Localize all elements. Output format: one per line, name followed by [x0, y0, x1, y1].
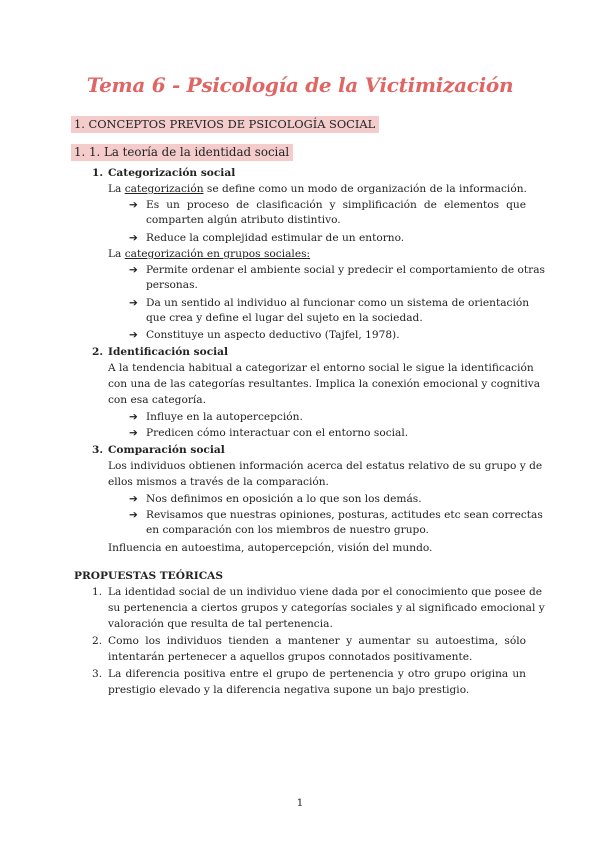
- paragraph: con esa categoría.: [108, 394, 206, 406]
- list-number: 3.: [92, 668, 103, 680]
- bullet-text: en comparación con los miembros de nuestro grupo.: [146, 524, 429, 536]
- paragraph: valoración que resulta de tal pertenencia.: [108, 618, 333, 630]
- arrow-bullet-icon: ➔: [129, 199, 138, 211]
- item-title: Categorización social: [108, 167, 236, 179]
- arrow-bullet-icon: ➔: [129, 232, 138, 244]
- bullet-text: Reduce la complejidad estimular de un entorno.: [146, 232, 405, 244]
- list-number: 1.: [92, 586, 103, 598]
- section-heading-1-1: 1. 1. La teoría de la identidad social: [71, 144, 293, 161]
- subheading-propuestas: PROPUESTAS TEÓRICAS: [74, 570, 224, 582]
- paragraph: La categorización se define como un modo de organización de la información.: [108, 183, 527, 195]
- list-number: 1.: [92, 167, 104, 179]
- paragraph: A la tendencia habitual a categorizar el entorno social le sigue la identificación: [108, 362, 534, 374]
- paragraph: Los individuos obtienen información acerca del estatus relativo de su grupo y de: [108, 460, 543, 472]
- paragraph: La identidad social de un individuo viene dada por el conocimiento que posee de: [108, 586, 543, 598]
- bullet-text: Permite ordenar el ambiente social y predecir el comportamiento de otras: [146, 264, 545, 276]
- item-title: Comparación social: [108, 444, 225, 456]
- paragraph: su pertenencia a ciertos grupos y categorías sociales y al significado emocional y: [108, 602, 545, 614]
- paragraph: Como los individuos tienden a mantener y aumentar su autoestima, sólo: [108, 635, 526, 647]
- paragraph: con una de las categorías resultantes. Implica la conexión emocional y cognitiva: [108, 378, 541, 390]
- arrow-bullet-icon: ➔: [129, 329, 138, 341]
- page-number: 1: [296, 797, 304, 809]
- bullet-text: Predicen cómo interactuar con el entorno social.: [146, 427, 409, 439]
- bullet-text: Es un proceso de clasificación y simplificación de elementos que: [146, 199, 526, 211]
- arrow-bullet-icon: ➔: [129, 493, 138, 505]
- paragraph: intentarán pertenecer a aquellos grupos connotados positivamente.: [108, 651, 473, 663]
- bullet-text: Nos definimos en oposición a lo que son los demás.: [146, 493, 422, 505]
- bullet-text: Da un sentido al individuo al funcionar como un sistema de orientación: [146, 297, 530, 309]
- document-title: Tema 6 - Psicología de la Victimización: [86, 73, 514, 97]
- list-number: 2.: [92, 346, 104, 358]
- paragraph: La categorización en grupos sociales:: [108, 248, 311, 260]
- bullet-text: personas.: [146, 279, 198, 291]
- arrow-bullet-icon: ➔: [129, 427, 138, 439]
- list-number: 2.: [92, 635, 103, 647]
- item-title: Identificación social: [108, 346, 229, 358]
- paragraph: ellos mismos a través de la comparación.: [108, 476, 329, 488]
- paragraph: La diferencia positiva entre el grupo de pertenencia y otro grupo origina un: [108, 668, 526, 680]
- bullet-text: Influye en la autopercepción.: [146, 411, 303, 423]
- arrow-bullet-icon: ➔: [129, 509, 138, 521]
- bullet-text: comparten algún atributo distintivo.: [146, 214, 341, 226]
- arrow-bullet-icon: ➔: [129, 411, 138, 423]
- bullet-text: Constituye un aspecto deductivo (Tajfel, 1978).: [146, 329, 400, 341]
- bullet-text: Revisamos que nuestras opiniones, posturas, actitudes etc sean correctas: [146, 509, 543, 521]
- paragraph: Influencia en autoestima, autopercepción, visión del mundo.: [108, 542, 433, 554]
- section-heading-1: 1. CONCEPTOS PREVIOS DE PSICOLOGÍA SOCIAL: [71, 116, 379, 133]
- bullet-text: que crea y define el lugar del sujeto en la sociedad.: [146, 312, 423, 324]
- list-number: 3.: [92, 444, 104, 456]
- arrow-bullet-icon: ➔: [129, 264, 138, 276]
- arrow-bullet-icon: ➔: [129, 297, 138, 309]
- paragraph: prestigio elevado y la diferencia negativa supone un bajo prestigio.: [108, 684, 470, 696]
